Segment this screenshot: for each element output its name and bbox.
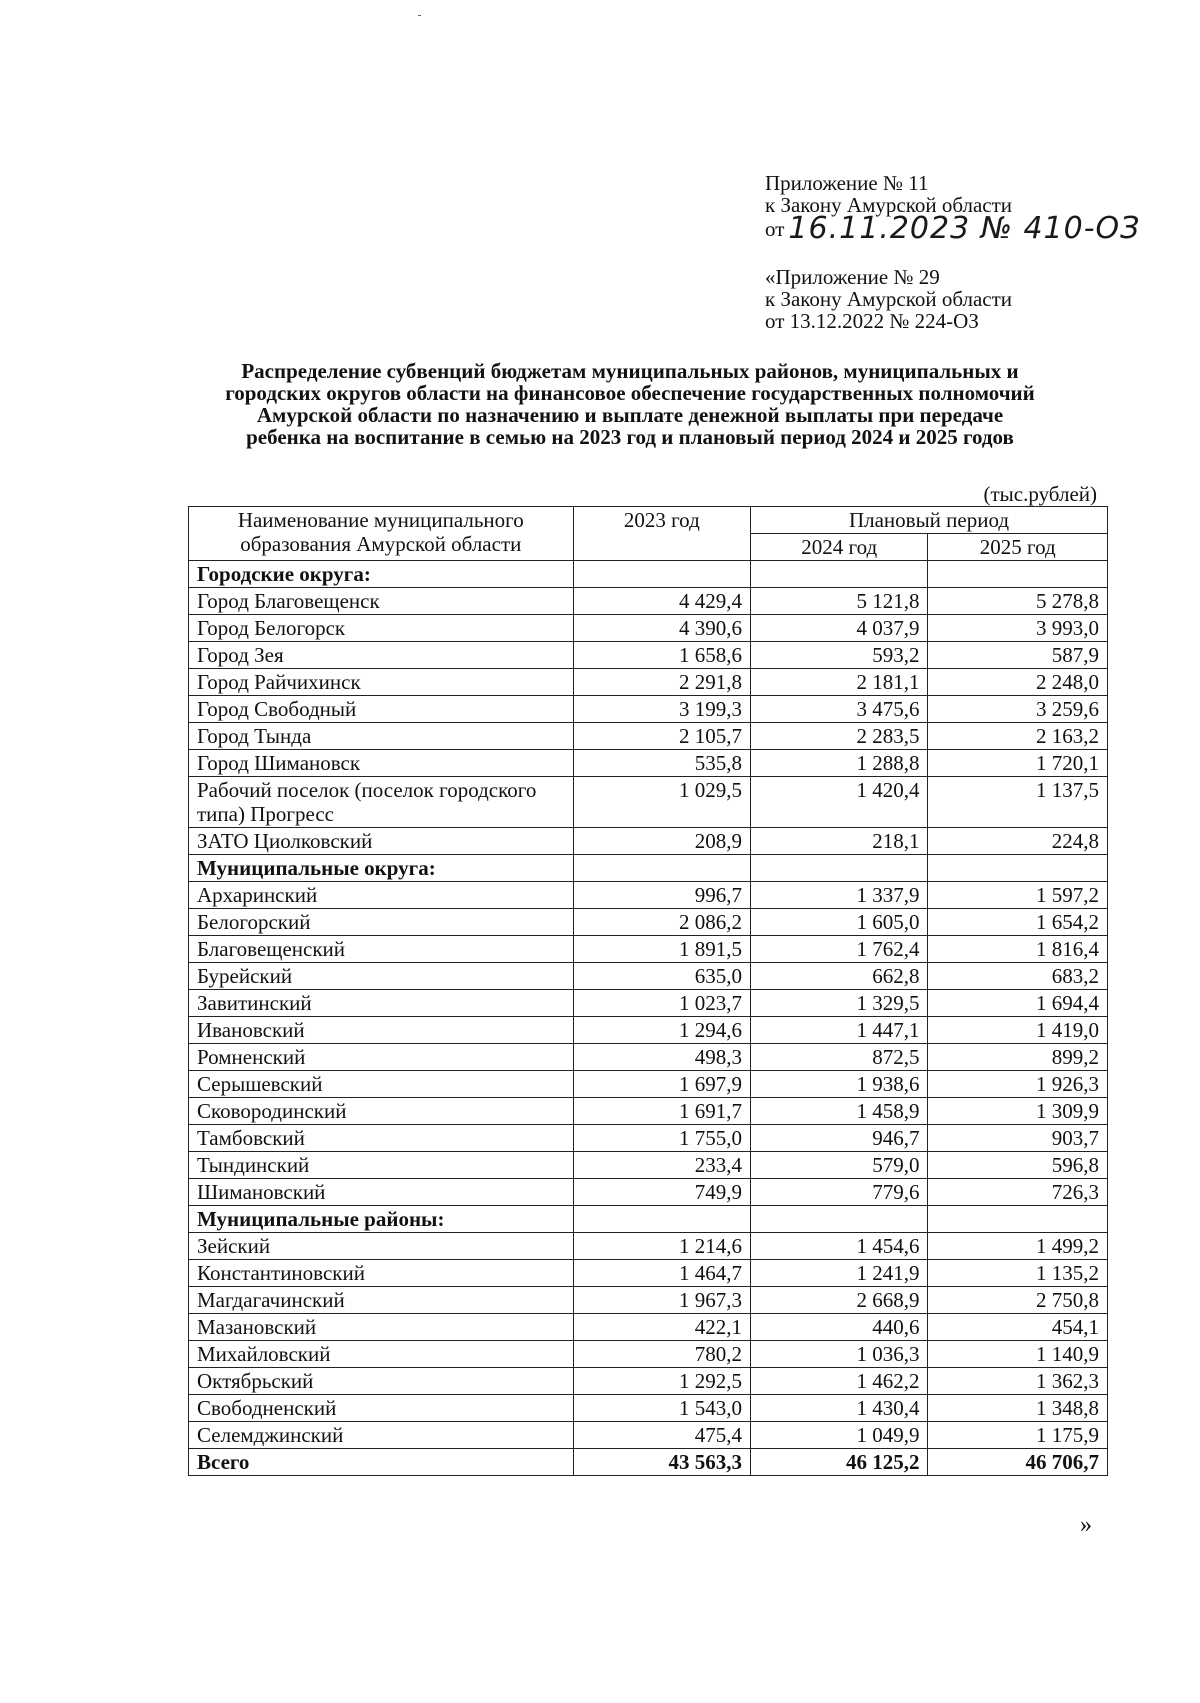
header-name-line-2: образования Амурской области [240,532,522,556]
municipality-name: Шимановский [189,1179,574,1206]
table-row [189,1044,1108,1071]
value-2023: 1 658,6 [573,642,750,669]
value-2025: 3 993,0 [928,615,1108,642]
table-row [189,1098,1108,1125]
municipality-name: Город Тында [189,723,574,750]
value-2024: 1 762,4 [751,936,928,963]
value-2024: 4 037,9 [751,615,928,642]
value-2025: 1 135,2 [928,1260,1108,1287]
table-body [189,561,1108,1476]
empty-cell [751,1206,928,1233]
value-2025: 1 419,0 [928,1017,1108,1044]
value-2024: 218,1 [751,828,928,855]
value-2023: 233,4 [573,1152,750,1179]
value-2024: 779,6 [751,1179,928,1206]
value-2023: 2 086,2 [573,909,750,936]
municipality-name: Рабочий поселок (поселок городского типа) Прогресс [189,777,574,828]
value-2025: 587,9 [928,642,1108,669]
table-row [189,1233,1108,1260]
value-2023: 1 292,5 [573,1368,750,1395]
value-2023: 1 029,5 [573,777,750,828]
title-line-1: Распределение субвенций бюджетам муниципальных районов, муниципальных и [241,359,1019,383]
value-2025: 2 248,0 [928,669,1108,696]
value-2024: 1 430,4 [751,1395,928,1422]
table-row [189,1125,1108,1152]
header-name-line-1: Наименование муниципального [237,508,524,532]
value-2024: 1 241,9 [751,1260,928,1287]
value-2025: 1 309,9 [928,1098,1108,1125]
value-2024: 593,2 [751,642,928,669]
value-2023: 4 390,6 [573,615,750,642]
value-2023: 1 691,7 [573,1098,750,1125]
value-2023: 1 967,3 [573,1287,750,1314]
municipality-name: Константиновский [189,1260,574,1287]
table-row [189,1314,1108,1341]
value-2024: 1 036,3 [751,1341,928,1368]
total-2024: 46 125,2 [751,1449,928,1476]
section-title: Муниципальные округа: [189,855,574,882]
value-2024: 440,6 [751,1314,928,1341]
municipality-name: Благовещенский [189,936,574,963]
table-row [189,1341,1108,1368]
value-2024: 3 475,6 [751,696,928,723]
annex-line-4: «Приложение № 29 [765,265,940,289]
municipality-name: Ивановский [189,1017,574,1044]
table-row [189,1422,1108,1449]
municipality-name: Тамбовский [189,1125,574,1152]
value-2024: 1 454,6 [751,1233,928,1260]
value-2024: 662,8 [751,963,928,990]
municipality-name: Октябрьский [189,1368,574,1395]
value-2025: 726,3 [928,1179,1108,1206]
section-header-row [189,1206,1108,1233]
value-2023: 780,2 [573,1341,750,1368]
subsidy-table [188,506,1108,1476]
table-row [189,882,1108,909]
section-header-row [189,561,1108,588]
header-2025: 2025 год [928,534,1108,561]
annex-line-2: к Закону Амурской области [765,193,1013,217]
title-line-4: ребенка на воспитание в семью на 2023 год и плановый период 2024 и 2025 годов [246,425,1014,449]
value-2023: 1 891,5 [573,936,750,963]
municipality-name: Город Белогорск [189,615,574,642]
value-2024: 1 420,4 [751,777,928,828]
municipality-name: Завитинский [189,990,574,1017]
title-line-3: Амурской области по назначению и выплате денежной выплаты при передаче [256,403,1004,427]
table-row [189,642,1108,669]
value-2024: 2 283,5 [751,723,928,750]
municipality-name: Тындинский [189,1152,574,1179]
annex-block [765,172,1140,332]
value-2023: 996,7 [573,882,750,909]
empty-cell [928,855,1108,882]
title-line-2: городских округов области на финансовое обеспечение государственных полномочий [225,381,1035,405]
municipality-name: Магдагачинский [189,1287,574,1314]
value-2023: 535,8 [573,750,750,777]
table-row [189,1017,1108,1044]
value-2023: 4 429,4 [573,588,750,615]
annex-date-prefix: от [765,217,785,241]
header-2024: 2024 год [751,534,928,561]
municipality-name: Михайловский [189,1341,574,1368]
table-row [189,828,1108,855]
municipality-name: Архаринский [189,882,574,909]
table-row [189,777,1108,828]
value-2024: 2 181,1 [751,669,928,696]
table-row [189,1395,1108,1422]
table-row [189,615,1108,642]
unit-label: (тыс.рублей) [983,482,1097,506]
municipality-name: Зейский [189,1233,574,1260]
annex-line-5: к Закону Амурской области [765,287,1013,311]
value-2023: 635,0 [573,963,750,990]
municipality-name: Бурейский [189,963,574,990]
municipality-name: Город Райчихинск [189,669,574,696]
municipality-name: Серышевский [189,1071,574,1098]
value-2024: 1 049,9 [751,1422,928,1449]
municipality-name: ЗАТО Циолковский [189,828,574,855]
value-2023: 3 199,3 [573,696,750,723]
empty-cell [928,1206,1108,1233]
total-2023: 43 563,3 [573,1449,750,1476]
total-row [189,1449,1108,1476]
table-row [189,990,1108,1017]
table-row [189,723,1108,750]
table-row [189,909,1108,936]
value-2024: 1 337,9 [751,882,928,909]
value-2023: 475,4 [573,1422,750,1449]
value-2023: 749,9 [573,1179,750,1206]
value-2025: 2 163,2 [928,723,1108,750]
value-2023: 498,3 [573,1044,750,1071]
value-2024: 1 462,2 [751,1368,928,1395]
value-2025: 224,8 [928,828,1108,855]
municipality-name: Город Свободный [189,696,574,723]
value-2023: 422,1 [573,1314,750,1341]
value-2023: 1 023,7 [573,990,750,1017]
value-2025: 1 694,4 [928,990,1108,1017]
table-row [189,750,1108,777]
value-2023: 2 291,8 [573,669,750,696]
total-2025: 46 706,7 [928,1449,1108,1476]
section-title: Городские округа: [189,561,574,588]
value-2025: 1 175,9 [928,1422,1108,1449]
value-2023: 1 294,6 [573,1017,750,1044]
section-title: Муниципальные районы: [189,1206,574,1233]
value-2025: 454,1 [928,1314,1108,1341]
table-row [189,1287,1108,1314]
table-row [189,1179,1108,1206]
value-2023: 1 697,9 [573,1071,750,1098]
value-2024: 1 288,8 [751,750,928,777]
value-2025: 1 654,2 [928,909,1108,936]
annex-line-6: от 13.12.2022 № 224-ОЗ [765,309,979,333]
empty-cell [928,561,1108,588]
value-2023: 1 755,0 [573,1125,750,1152]
value-2024: 1 329,5 [751,990,928,1017]
annex-line-3 [765,211,1141,246]
municipality-name: Сковородинский [189,1098,574,1125]
value-2024: 1 447,1 [751,1017,928,1044]
header-planned-period: Плановый период [751,507,1108,534]
table-row [189,1260,1108,1287]
value-2025: 5 278,8 [928,588,1108,615]
value-2023: 1 464,7 [573,1260,750,1287]
municipality-name: Свободненский [189,1395,574,1422]
table-row [189,696,1108,723]
value-2024: 1 938,6 [751,1071,928,1098]
value-2023: 2 105,7 [573,723,750,750]
table-row [189,1368,1108,1395]
value-2025: 1 137,5 [928,777,1108,828]
handwritten-date-number: 16.11.2023 № 410-ОЗ [788,211,1141,246]
section-header-row [189,855,1108,882]
table-row [189,588,1108,615]
value-2025: 899,2 [928,1044,1108,1071]
value-2025: 903,7 [928,1125,1108,1152]
value-2024: 872,5 [751,1044,928,1071]
value-2025: 1 720,1 [928,750,1108,777]
municipality-name: Мазановский [189,1314,574,1341]
value-2025: 1 597,2 [928,882,1108,909]
empty-cell [751,855,928,882]
header-2023: 2023 год [573,507,750,561]
value-2025: 2 750,8 [928,1287,1108,1314]
table-row [189,936,1108,963]
table-row [189,669,1108,696]
value-2024: 2 668,9 [751,1287,928,1314]
value-2025: 1 926,3 [928,1071,1108,1098]
value-2024: 579,0 [751,1152,928,1179]
value-2025: 1 140,9 [928,1341,1108,1368]
municipality-name: Селемджинский [189,1422,574,1449]
empty-cell [573,1206,750,1233]
municipality-name: Город Шимановск [189,750,574,777]
value-2023: 208,9 [573,828,750,855]
value-2024: 1 605,0 [751,909,928,936]
table-row [189,1071,1108,1098]
table-row [189,1152,1108,1179]
document-title [170,360,1090,448]
municipality-name: Город Зея [189,642,574,669]
value-2023: 1 543,0 [573,1395,750,1422]
value-2025: 683,2 [928,963,1108,990]
annex-line-1: Приложение № 11 [765,171,929,195]
municipality-name: Город Благовещенск [189,588,574,615]
value-2025: 1 499,2 [928,1233,1108,1260]
value-2025: 1 362,3 [928,1368,1108,1395]
header-name-cell [189,507,574,561]
table-row [189,963,1108,990]
municipality-name: Ромненский [189,1044,574,1071]
municipality-name: Белогорский [189,909,574,936]
value-2025: 3 259,6 [928,696,1108,723]
value-2025: 596,8 [928,1152,1108,1179]
empty-cell [573,561,750,588]
value-2024: 946,7 [751,1125,928,1152]
empty-cell [573,855,750,882]
value-2024: 5 121,8 [751,588,928,615]
total-label: Всего [189,1449,574,1476]
scan-speck [418,15,421,16]
closing-quote: » [1080,1512,1092,1538]
value-2025: 1 816,4 [928,936,1108,963]
table-header-row-1 [189,507,1108,534]
value-2024: 1 458,9 [751,1098,928,1125]
value-2023: 1 214,6 [573,1233,750,1260]
value-2025: 1 348,8 [928,1395,1108,1422]
empty-cell [751,561,928,588]
